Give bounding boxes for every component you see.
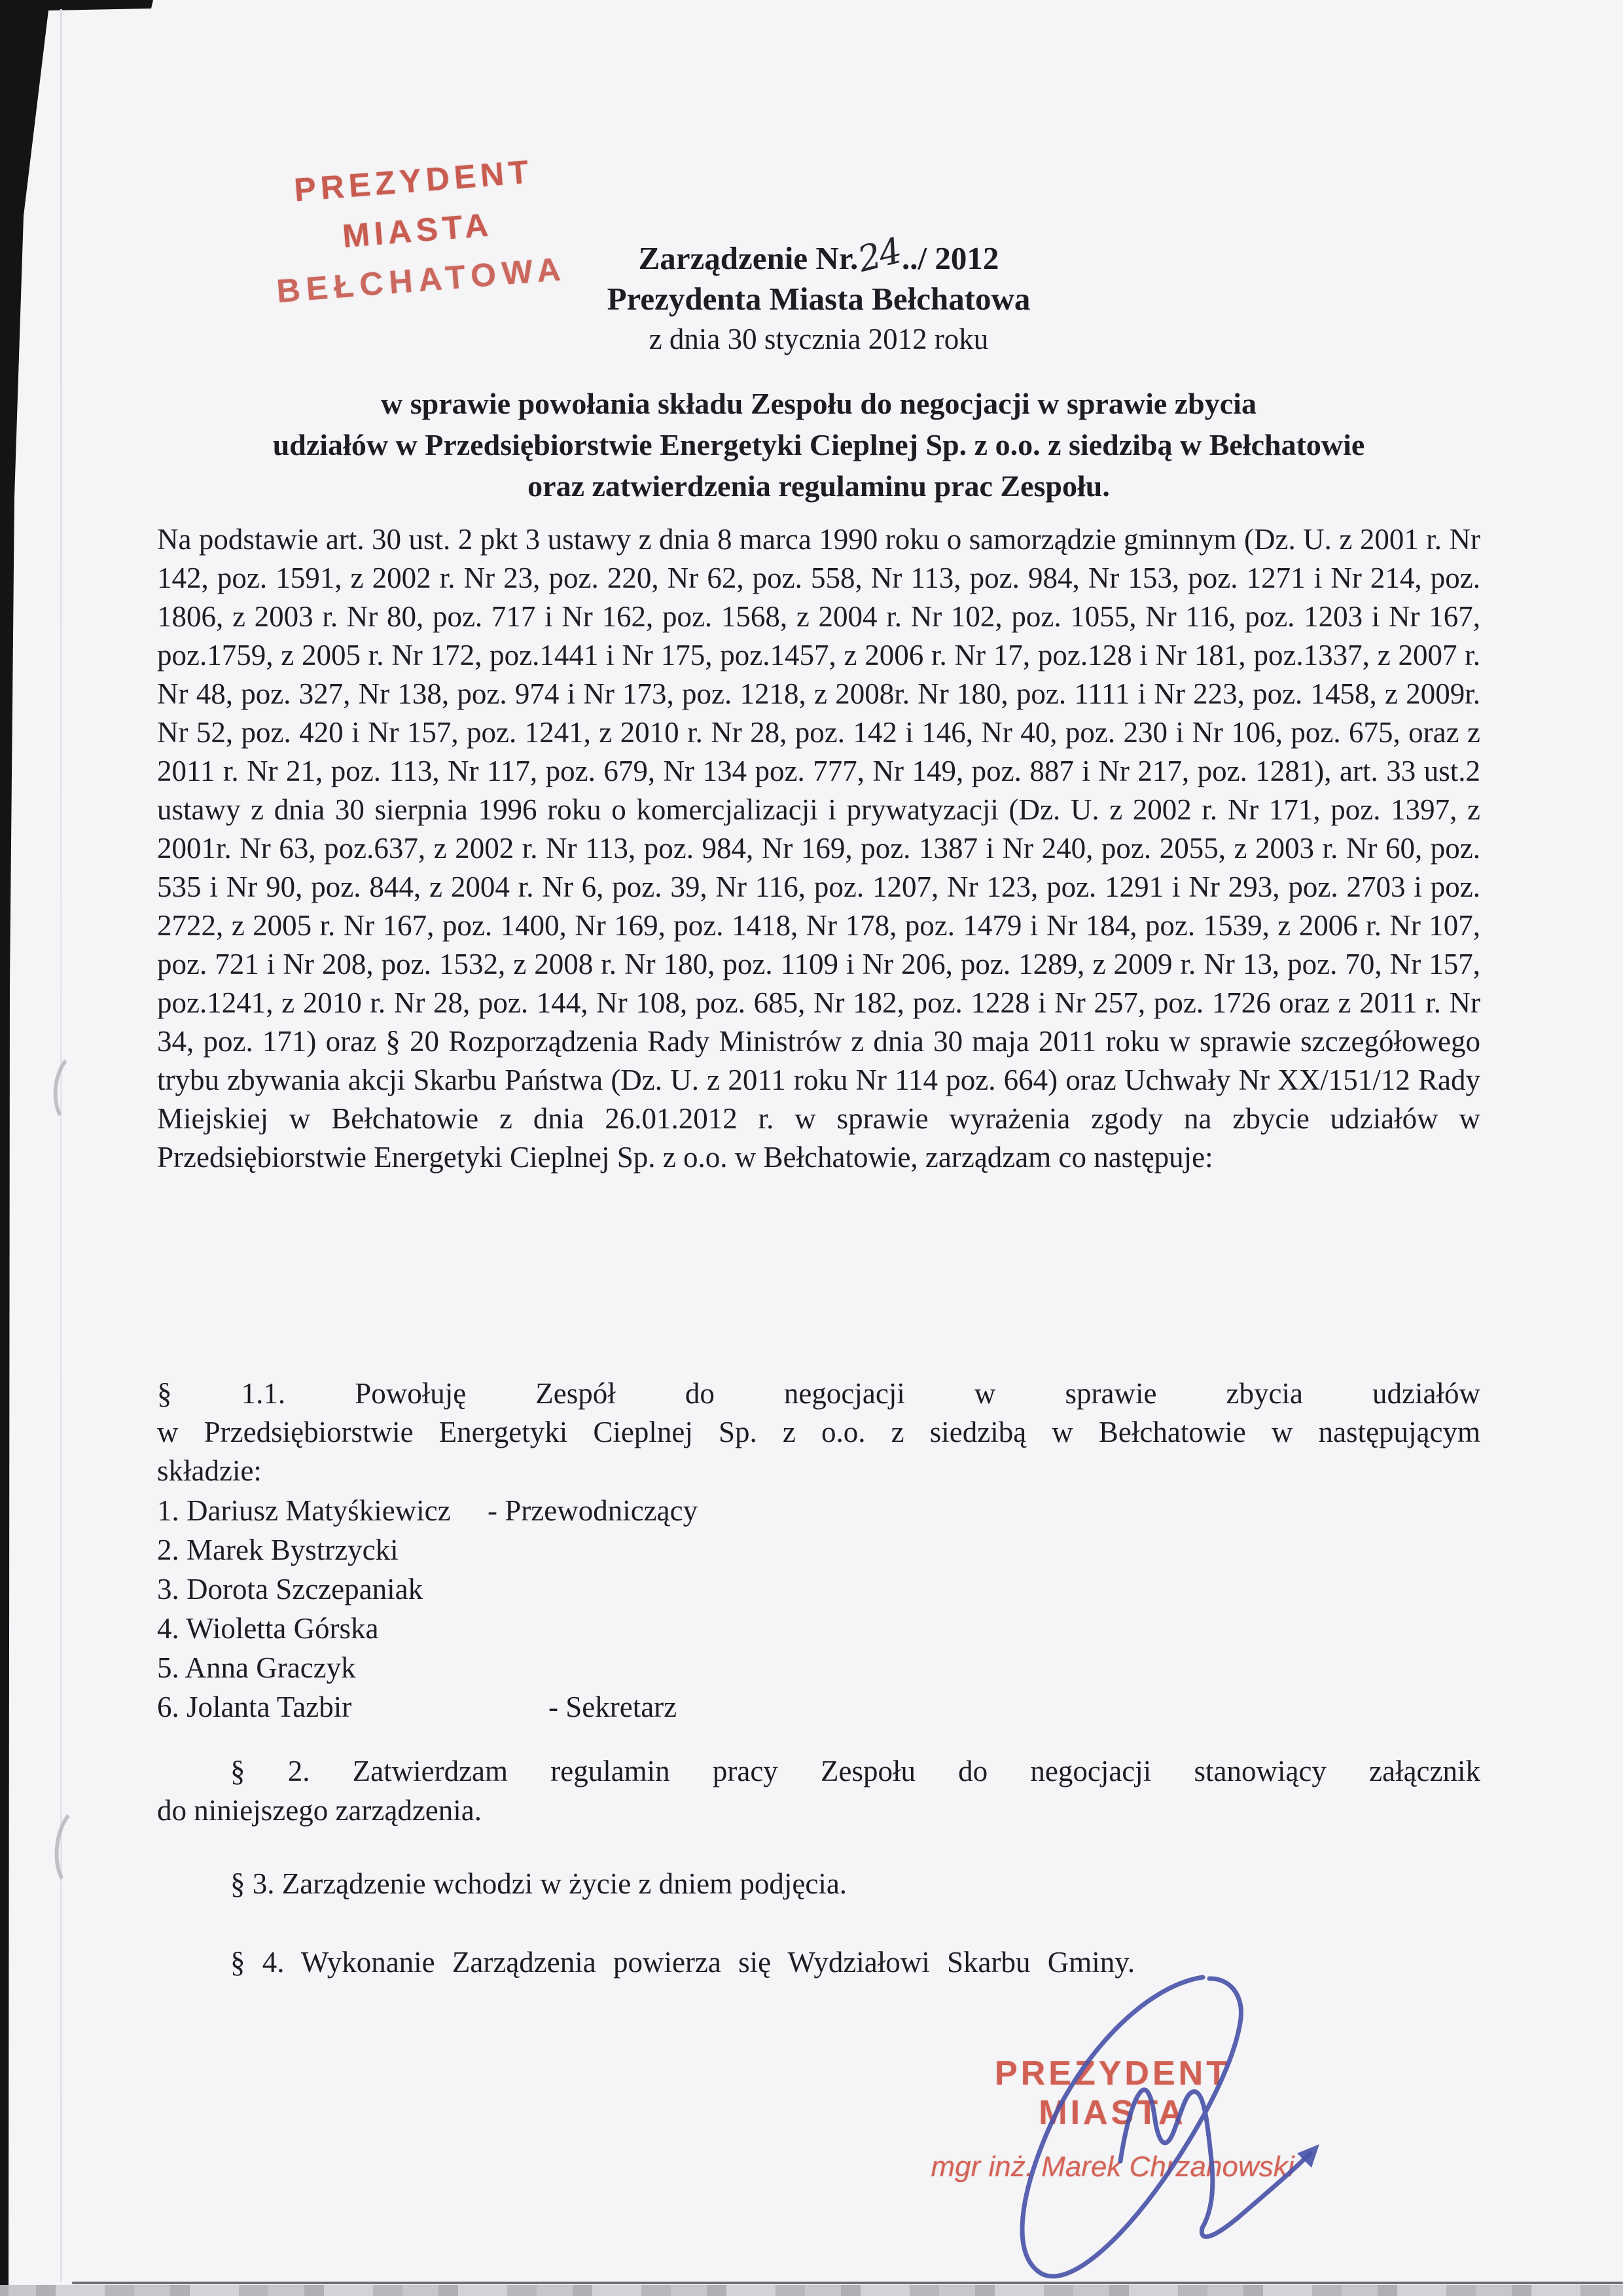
list-item xyxy=(157,1570,1480,1609)
member-role: - Sekretarz xyxy=(548,1691,677,1723)
list-item xyxy=(157,1530,1480,1570)
document-subject xyxy=(157,383,1480,507)
handwritten-ordinance-number: 24 xyxy=(853,230,905,280)
team-member-list xyxy=(157,1491,1480,1727)
list-item xyxy=(157,1648,1480,1687)
list-item xyxy=(157,1491,1480,1530)
paragraph-4: § 4. Wykonanie Zarządzenia powierza się Wydziałowi Skarbu Gminy. xyxy=(230,1946,1135,1979)
list-item xyxy=(157,1687,1480,1727)
paper-edge-shadow xyxy=(60,9,62,2282)
paragraph-1-line: składzie: xyxy=(157,1454,262,1487)
paragraph-3: § 3. Zarządzenie wchodzi w życie z dniem podjęcia. xyxy=(230,1867,847,1900)
paragraph-1 xyxy=(157,1374,1480,1490)
member-name: 4. Wioletta Górska xyxy=(157,1612,379,1645)
title-suffix: ../ 2012 xyxy=(902,240,999,276)
document-title-block xyxy=(157,230,1480,359)
legal-basis-paragraph: Na podstawie art. 30 ust. 2 pkt 3 ustawy z dnia 8 marca 1990 roku o samorządzie gminnym (Dz. U. z 2001 r. Nr 142, poz. 1591, z 2002 r. Nr 23, poz. 220, Nr 62, poz. 558, Nr 113, poz. 984, Nr 153, poz. 1271 i Nr 214, poz. 1806, z 2003 r. Nr 80, poz. 717 i Nr 162, poz. 1568, z 2004 r. Nr 102, poz. 1055, Nr 116, poz. 1203 i Nr 167, poz.1759, z 2005 r. Nr 172, poz.1441 i Nr 175, poz.1457, z 2006 r. Nr 17, poz.128 i Nr 181, poz.1337, z 2007 r. Nr 48, poz. 327, Nr 138, poz. 974 i Nr 173, poz. 1218, z 2008r. Nr 180, poz. 1111 i Nr 223, poz. 1458, z 2009r. Nr 52, poz. 420 i Nr 157, poz. 1241, z 2010 r. Nr 28, poz. 142 i 146, Nr 40, poz. 230 i Nr 106, poz. 675, oraz z 2011 r. Nr 21, poz. 113, Nr 117, poz. 679, Nr 134 poz. 777, Nr 149, poz. 887 i Nr 217, poz. 1281), art. 33 ust.2 ustawy z dnia 30 sierpnia 1996 roku o komercjalizacji i prywatyzacji (Dz. U. z 2002 r. Nr 171, poz. 1397, z 2001r. Nr 63, poz.637, z 2002 r. Nr 113, poz. 984, Nr 169, poz. 1387 i Nr 240, poz. 2055, z 2003 r. Nr 60, poz. 535 i Nr 90, poz. 844, z 2004 r. Nr 6, poz. 39, Nr 116, poz. 1207, Nr 123, poz. 1291 i Nr 293, poz. 2703 i poz. 2722, z 2005 r. Nr 167, poz. 1400, Nr 169, poz. 1418, Nr 178, poz. 1479 i Nr 184, poz. 1539, z 2006 r. Nr 107, poz. 721 i Nr 208, poz. 1532, z 2008 r. Nr 180, poz. 1109 i Nr 206, poz. 1289, z 2009 r. Nr 13, poz. 70, Nr 157, poz.1241, z 2010 r. Nr 28, poz. 144, Nr 108, poz. 685, Nr 182, poz. 1228 i Nr 257, poz. 1726 oraz z 2011 r. Nr 34, poz. 171) oraz § 20 Rozporządzenia Rady Ministrów z dnia 30 maja 2011 roku w sprawie szczegółowego trybu zbywania akcji Skarbu Państwa (Dz. U. z 2011 roku Nr 114 poz. 664) oraz Uchwały Nr XX/151/12 Rady Miejskiej w Bełchatowie z dnia 26.01.2012 r. w sprawie wyrażenia zgody na zbycie udziałów w Przedsiębiorstwie Energetyki Cieplnej Sp. z o.o. w Bełchatowie, zarządzam co następuje: xyxy=(157,523,1480,1174)
office-stamp-line2: BEŁCHATOWA xyxy=(275,250,568,310)
subject-line: w sprawie powołania składu Zespołu do negocjacji w sprawie zbycia xyxy=(381,387,1257,420)
scan-bottom-grain xyxy=(0,2285,1623,2296)
signer-name-stamp: mgr inż. Marek Chrzanowski xyxy=(931,2151,1294,2183)
scan-bottom-edge xyxy=(72,2282,1623,2284)
subject-line: oraz zatwierdzenia regulaminu prac Zespołu. xyxy=(527,469,1110,503)
member-role: - Przewodniczący xyxy=(488,1494,698,1527)
paragraph-1-line: w Przedsiębiorstwie Energetyki Cieplnej Sp. z o.o. z siedzibą w Bełchatowie w następującym xyxy=(157,1416,1480,1448)
member-name: 1. Dariusz Matyśkiewicz xyxy=(157,1494,451,1527)
paragraph-2-line: do niniejszego zarządzenia. xyxy=(157,1794,482,1827)
title-prefix: Zarządzenie Nr. xyxy=(638,240,859,276)
title-line2: Prezydenta Miasta Bełchatowa xyxy=(607,281,1031,317)
paragraph-2-line: § 2. Zatwierdzam regulamin pracy Zespołu do negocjacji stanowiący załącznik xyxy=(230,1755,1480,1787)
office-stamp-line1: PREZYDENT MIASTA xyxy=(293,152,535,255)
punch-hole-mark xyxy=(51,1804,105,1893)
scan-edge-artifact xyxy=(0,0,164,2296)
paragraph-2 xyxy=(157,1751,1480,1830)
paragraph-1-line: § 1.1. Powołuję Zespół do negocjacji w sprawie zbycia udziałów xyxy=(157,1377,1480,1410)
member-name: 2. Marek Bystrzycki xyxy=(157,1534,399,1566)
punch-hole-mark xyxy=(50,1050,99,1128)
list-item xyxy=(157,1609,1480,1648)
member-name: 5. Anna Graczyk xyxy=(157,1651,356,1684)
signature-stamp-title: PREZYDENT MIASTA xyxy=(995,2054,1230,2132)
subject-line: udziałów w Przedsiębiorstwie Energetyki Cieplnej Sp. z o.o. z siedzibą w Bełchatowie xyxy=(272,428,1365,461)
title-date-line: z dnia 30 stycznia 2012 roku xyxy=(649,323,989,355)
member-name: 6. Jolanta Tazbir xyxy=(157,1691,352,1723)
member-name: 3. Dorota Szczepaniak xyxy=(157,1573,423,1605)
